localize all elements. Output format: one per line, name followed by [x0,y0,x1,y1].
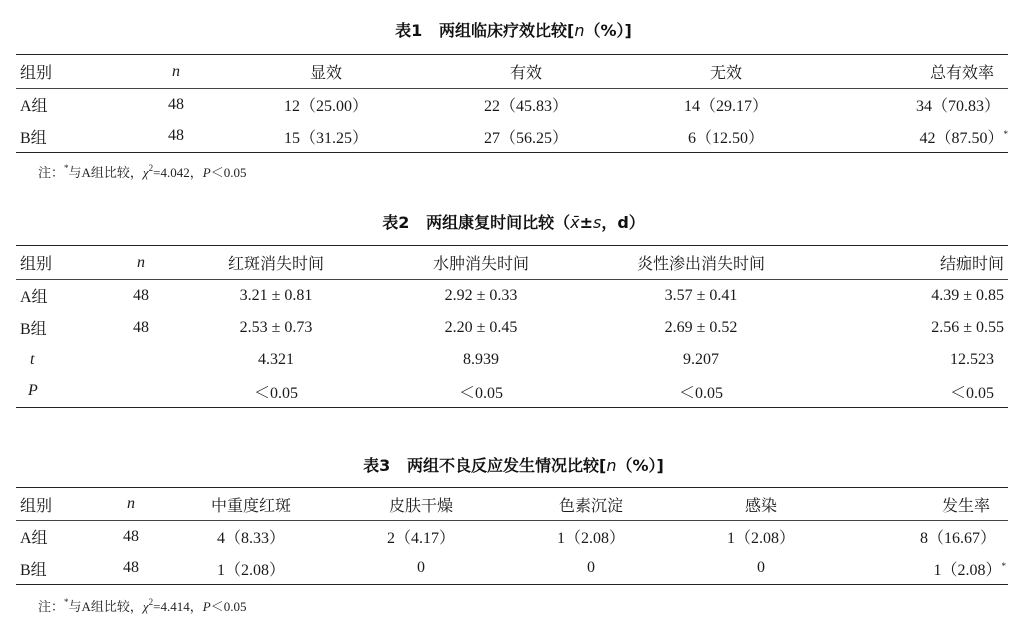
table2-cell: 2.56 ± 0.55 [931,318,1004,336]
table2-cell: 12.523 [950,350,994,368]
table2-header-edema: 水肿消失时间 [432,256,529,273]
table2-cell-stat-t: t [30,350,35,368]
table2-cell: 4.39 ± 0.85 [931,286,1004,304]
table1-caption-unit-rest: （%）] [584,21,632,40]
table1-cell-marked [826,121,1008,153]
table2-cell: 2.69 ± 0.52 [664,318,738,336]
table2-caption-rest: ，d） [601,213,645,232]
table-row [16,121,1008,153]
table3-cell: B组 [20,561,47,579]
table2-cell: ＜0.05 [253,384,298,402]
table2-cell-stat-p: P [28,382,38,400]
table2-cell [106,344,176,376]
table3-header-row [16,488,1008,521]
table2-cell: 48 [133,286,149,304]
note-chi-sup: 2 [148,597,154,607]
note-p: P [202,165,211,180]
table3-cell: 48 [123,559,139,577]
table2-cell: 3.57 ± 0.41 [664,286,738,304]
table1-cell: 12（25.00） [283,98,368,116]
table1-cell: 14（29.17） [683,98,768,116]
note-text: 与A组比较， [68,165,143,180]
table2-cell: A组 [20,289,48,307]
table3-caption-prefix: 表3 [363,456,391,475]
table2-cell: 9.207 [683,350,719,368]
table1-cell: 15（31.25） [283,129,368,147]
table-row [16,312,1008,344]
table1-cell: 27（56.25） [483,129,568,147]
table2-cell: ＜0.05 [458,384,503,402]
note-text: ＜0.05 [210,599,247,614]
table3-cell: 0 [587,559,595,577]
table3-cell: 1（2.08） [216,561,285,579]
table1-caption [0,18,1027,41]
table-row [16,344,1008,376]
table3-caption [0,453,1027,476]
table3-header-infection: 感染 [744,497,777,515]
table2-cell: 48 [133,318,149,336]
note-chi: χ [142,165,149,180]
significance-marker: * [1003,128,1008,139]
table2-cell: 3.21 ± 0.81 [239,286,313,304]
table-row [16,280,1008,312]
significance-marker: * [1001,560,1006,571]
table2-caption-text: 两组康复时间比较（ [426,213,571,232]
note-prefix: 注： [38,165,65,180]
table-row [16,521,1008,553]
table3-cell: 0 [417,559,425,577]
table1-header-ineffective: 无效 [709,65,742,82]
table3-cell: 1（2.08） [556,530,625,548]
table3-cell-marked [846,553,1008,585]
table1-cell: 48 [168,127,184,145]
table-row [16,376,1008,408]
table1-caption-unit-open: [ [567,21,575,40]
table2-cell: 2.92 ± 0.33 [444,286,518,304]
table1-cell: 22（45.83） [483,98,568,116]
table2-cell: 4.321 [258,350,294,368]
note-marker: * [64,163,69,173]
table3-cell: 8（16.67） [919,530,996,548]
table2-cell: ＜0.05 [949,384,994,402]
table3-cell: A组 [20,530,48,548]
table3-header-dry-skin: 皮肤干燥 [388,497,453,515]
table3-caption-text: 两组不良反应发生情况比较 [407,456,600,475]
table1-cell: 34（70.83） [915,98,1000,116]
table1-cell: A组 [20,98,48,116]
table3-cell: 1（2.08） [726,530,795,548]
note-p: P [202,599,211,614]
table2-caption-s: s [592,213,602,232]
table1 [16,54,1008,153]
table2-caption [0,210,1027,233]
table1-cell-value: 42（87.50） [919,129,1004,147]
table2-header-n: n [137,253,145,271]
table3-note [38,596,246,615]
note-text: ＜0.05 [210,165,247,180]
table1-header-marked: 显效 [309,65,342,82]
table2-header-row [16,246,1008,280]
table1-header-effective: 有效 [509,65,542,82]
table2-cell: ＜0.05 [678,384,723,402]
table1-header-total-rate: 总有效率 [929,65,994,82]
table1-caption-prefix: 表1 [395,21,423,40]
table3-cell: 0 [757,559,765,577]
table2-caption-x: x̄ [570,213,580,232]
table2-cell [106,376,176,408]
table2-cell: 8.939 [463,350,499,368]
note-text: 与A组比较， [68,599,143,614]
table3-cell: 2（4.17） [386,530,455,548]
table3-header-group: 组别 [20,497,53,515]
table1-cell: B组 [20,129,47,147]
table3-header-incidence: 发生率 [941,497,990,515]
table2-caption-pm: ± [579,213,593,232]
note-marker: * [64,597,69,607]
table2-cell: 2.20 ± 0.45 [444,318,518,336]
table2-cell: B组 [20,321,47,338]
note-prefix: 注： [38,599,65,614]
table3 [16,487,1008,585]
table1-cell: 6（12.50） [687,129,764,147]
table3-cell: 48 [123,527,139,545]
table2-header-scab: 结痂时间 [939,256,1004,273]
note-chi-sup: 2 [148,163,154,173]
note-text: =4.042， [153,165,203,180]
table1-caption-unit-n: n [574,21,585,40]
table2-cell: 2.53 ± 0.73 [239,318,313,336]
table1-header-row [16,55,1008,89]
table3-header-n: n [127,495,135,512]
table1-note [38,162,246,181]
table2-header-erythema: 红斑消失时间 [227,256,324,273]
table2 [16,245,1008,408]
note-chi: χ [142,599,149,614]
table-row [16,89,1008,121]
note-text: =4.414， [153,599,203,614]
table2-header-group: 组别 [20,256,53,273]
table1-cell: 48 [168,95,184,113]
table2-caption-prefix: 表2 [382,213,410,232]
table3-caption-unit-open: [ [599,456,607,475]
table1-header-n: n [172,62,180,80]
table-row [16,553,1008,585]
table2-header-exudate: 炎性渗出消失时间 [636,256,765,273]
table3-caption-unit-rest: （%）] [616,456,664,475]
table3-cell: 4（8.33） [216,530,285,548]
table3-cell-value: 1（2.08） [933,561,1002,579]
table1-caption-text: 两组临床疗效比较 [439,21,568,40]
table1-header-group: 组别 [20,65,53,82]
table3-caption-unit-n: n [606,456,617,475]
table3-header-erythema: 中重度红斑 [210,497,291,515]
table3-header-pigmentation: 色素沉淀 [558,497,623,515]
